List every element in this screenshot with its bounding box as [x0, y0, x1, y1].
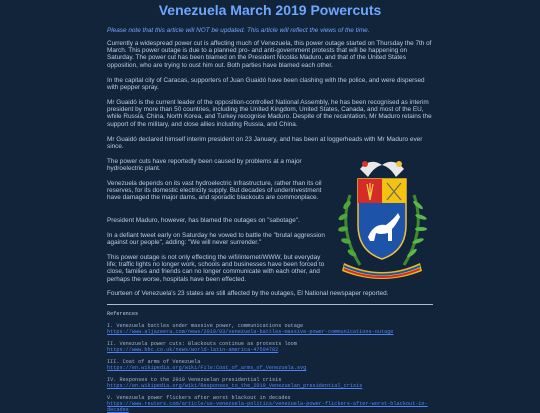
paragraph: The power cuts have reportedly been caused by problems at a major hydroelectric plant. [107, 158, 302, 173]
reference-title: IV. Responses to the 2019 Venezuelan presidential crisis [107, 377, 282, 383]
paragraph: In the capital city of Caracas, supporters of Juan Guaidó have been clashing with the police, and were dispersed with pepper spray. [107, 77, 425, 92]
paragraph: Mr Guaidó is the current leader of the opposition-controlled National Assembly, he has been recognised as interim president by more than 50 countries, including the United Kingdom, United States, Canada, and most of the EU, while Russia, China, North Korea, and Turkey recognise Maduro. Despite of the recantation, Mr Maduro retains the support of the military, and close allies including Russia, and China. [107, 99, 432, 128]
paragraph: In a defiant tweet early on Saturday he vowed to battle the "brutal aggression against our people", adding: "We will never surrender." [107, 232, 325, 247]
paragraph: Currently a widespread power cut is affecting much of Venezuela, this power outage started on Thursday the 7th of March. This power outage is due to a planned pro- and anti-government protests that will be happening on Saturday. The power cut has been blamed on the President Nicolás Maduro, and that of the United States opposition, who are trying to oust him out. Both parties have blamed each other. [107, 40, 432, 69]
reference-link[interactable]: https://en.wikipedia.org/wiki/File:Coat_of_arms_of_Venezuela.svg [107, 365, 307, 371]
reference-title: I. Venezuela battles under massive power, communications outage [107, 323, 304, 329]
reference-title: II. Venezuela power cuts: Blackouts continue as protests loom [107, 341, 297, 347]
reference-link[interactable]: https://en.wikipedia.org/wiki/Responses_to_the_2019_Venezuelan_presidential_crisis [107, 383, 363, 389]
paragraph: President Maduro, however, has blamed the outages on "sabotage". [107, 217, 300, 224]
paragraph: Fourteen of Venezuela's 23 states are still affected by the outages, El National newspaper reported. [107, 290, 389, 297]
paragraph: This power outage is not only effecting the wifi/internet/WWW, but everyday life; traffic lights no longer work, schools and businesses have been forced to close, families and friends can no longer communicate with each other, and perhaps the worse, hospitals have been effected. [107, 254, 325, 283]
update-note: Please note that this article will NOT be updated. This article will reflect the views of the time. [107, 27, 370, 34]
reference-title: III. Coat of arms of Venezuela [107, 359, 201, 365]
page-title: Venezuela March 2019 Powercuts [158, 2, 382, 18]
coat-of-arms-of-venezuela-icon [330, 155, 434, 280]
divider [107, 304, 433, 305]
reference-link[interactable]: https://www.reuters.com/article/us-venezuela-politics/venezuela-power-flickers-after-worst-blackout-in-decades [107, 401, 428, 413]
paragraph: Venezuela depends on its vast hydroelectric infrastructure, rather than its oil reserves, for its domestic electricity supply. But decades of underinvestment have damaged the major dams, and sporadic blackouts are commonplace. [107, 180, 322, 202]
reference-title: V. Venezuela power flickers after worst blackout in decades [107, 395, 291, 401]
paragraph: Mr Guaidó declared himself interim president on 23 January, and has been at loggerheads with Mr Maduro ever since. [107, 136, 423, 151]
references-heading: References [107, 311, 139, 317]
reference-link[interactable]: https://www.aljazeera.com/news/2019/03/venezuela-battles-massive-power-communications-outage [107, 329, 394, 335]
reference-link[interactable]: https://www.bbc.co.uk/news/world-latin-america-47504782 [107, 347, 279, 353]
